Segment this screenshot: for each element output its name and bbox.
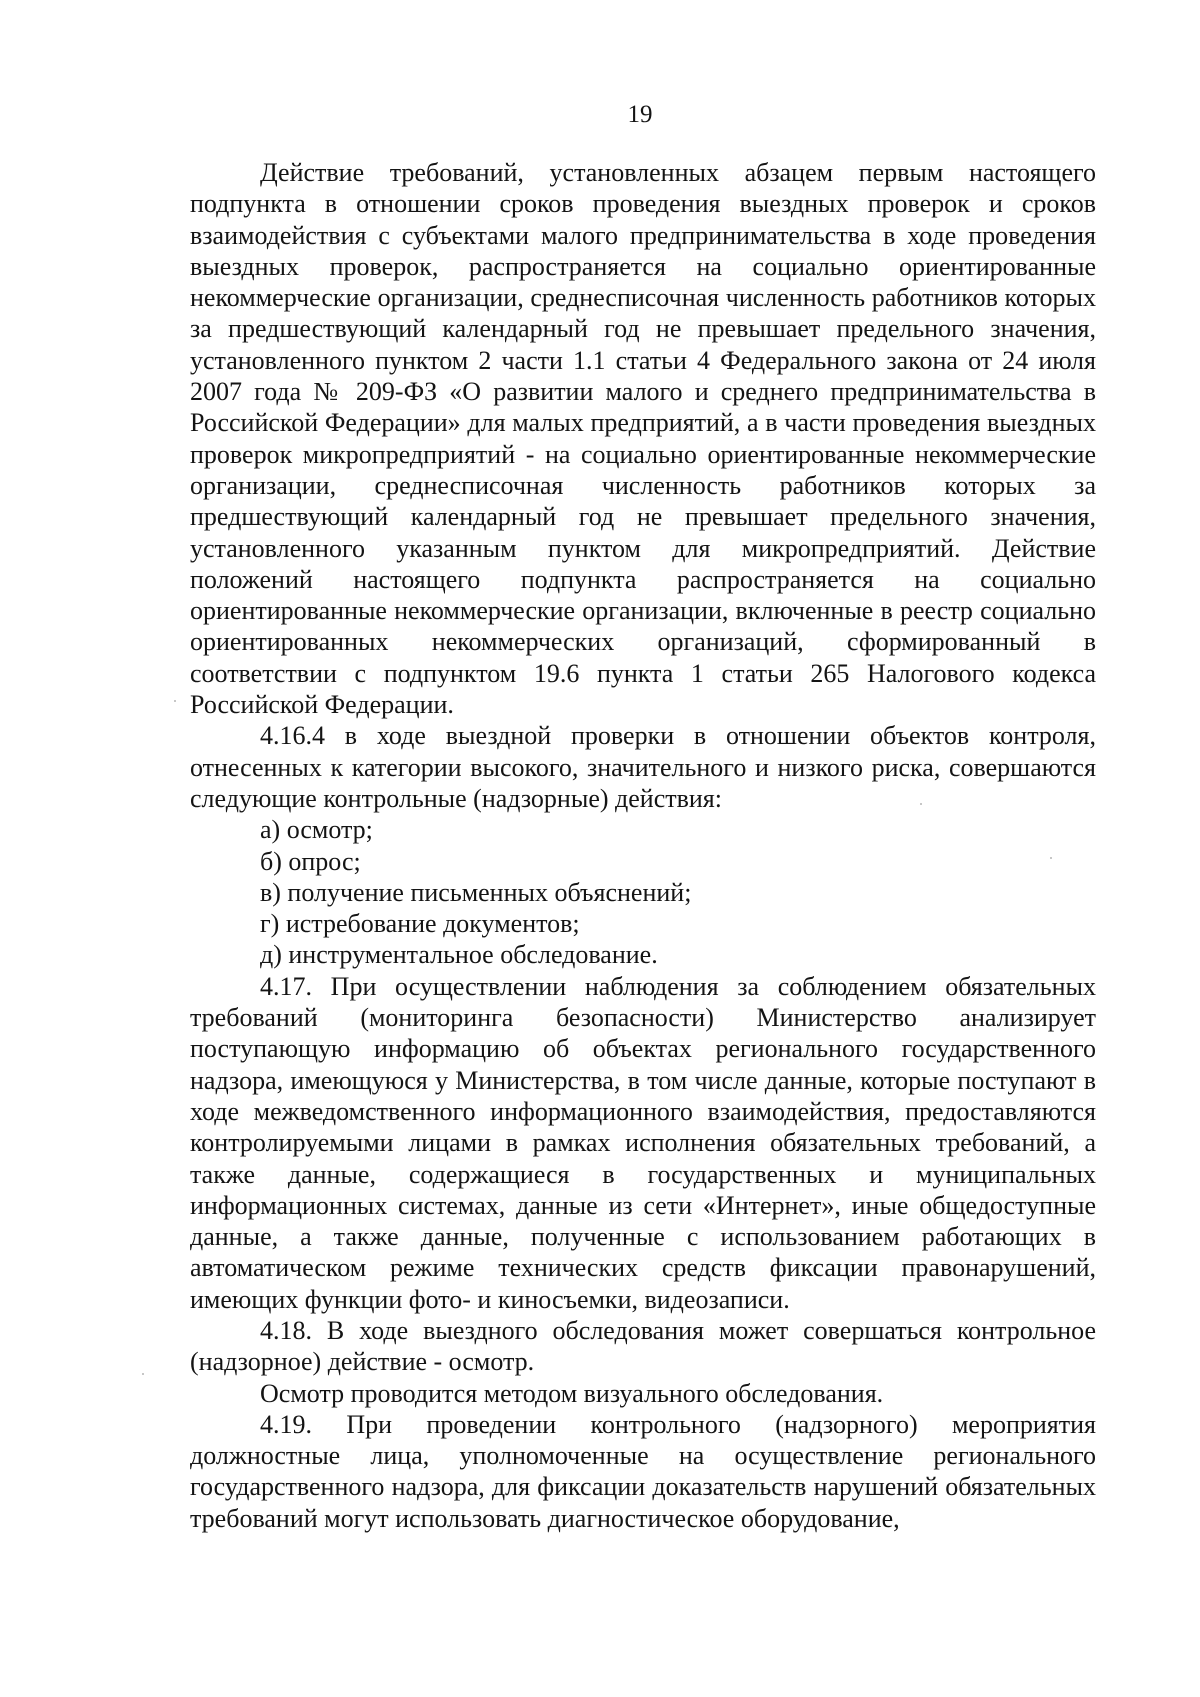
list-item-written-explanations: в) получение письменных объяснений; bbox=[260, 877, 692, 907]
list-item-document-request: г) истребование документов; bbox=[260, 909, 580, 939]
page-number: 19 bbox=[627, 101, 653, 128]
paragraph-4-18: 4.18. В ходе выездного обследования может совершаться контрольное (надзорное) действие - осмотр. bbox=[190, 1315, 1096, 1377]
paragraph-visual-examination: Осмотр проводится методом визуального обследования. bbox=[260, 1378, 884, 1408]
list-item-survey: б) опрос; bbox=[260, 846, 361, 876]
document-body bbox=[190, 157, 1096, 1534]
paragraph-4-17: 4.17. При осуществлении наблюдения за соблюдением обязательных требований (мониторинга безопасности) Министерство анализирует поступающую информацию об объектах регионального государственного надзора, имеющуюся у Министерства, в том числе данные, которые поступают в ходе межведомственного информационного взаимодействия, предоставляются контролируемыми лицами в рамках исполнения обязательных требований, а также данные, содержащиеся в государственных и муниципальных информационных системах, данные из сети «Интернет», иные общедоступные данные, а также данные, полученные с использованием работающих в автоматическом режиме технических средств фиксации правонарушений, имеющих функции фото- и киносъемки, видеозаписи. bbox=[190, 971, 1096, 1314]
paragraph-4-19: 4.19. При проведении контрольного (надзорного) мероприятия должностные лица, уполномоченные на осуществление регионального государственного надзора, для фиксации доказательств нарушений обязательных требований могут использовать диагностическое оборудование, bbox=[190, 1409, 1096, 1533]
paragraph-4-16-4: 4.16.4 в ходе выездной проверки в отношении объектов контроля, отнесенных к категории высокого, значительного и низкого риска, совершаются следующие контрольные (надзорные) действия: bbox=[190, 721, 1096, 813]
paragraph-small-business-requirements: Действие требований, установленных абзацем первым настоящего подпункта в отношении сроков проведения выездных проверок и сроков взаимодействия с субъектами малого предпринимательства в ходе проведения выездных проверок, распространяется на социально ориентированные некоммерческие организации, среднесписочная численность работников которых за предшествующий календарный год не превышает предельного значения, установленного пунктом 2 части 1.1 статьи 4 Федерального закона от 24 июля 2007 года № 209-ФЗ «О развитии малого и среднего предпринимательства в Российской Федерации» для малых предприятий, а в части проведения выездных проверок микропредприятий - на социально ориентированные некоммерческие организации, среднесписочная численность работников которых за предшествующий календарный год не превышает предельного значения, установленного указанным пунктом для микропредприятий. Действие положений настоящего подпункта распространяется на социально ориентированные некоммерческие организации, включенные в реестр социально ориентированных некоммерческих организаций, сформированный в соответствии с подпунктом 19.6 пункта 1 статьи 265 Налогового кодекса Российской Федерации. bbox=[190, 158, 1096, 720]
list-item-inspection: а) осмотр; bbox=[260, 815, 373, 845]
scan-speck bbox=[142, 1373, 144, 1375]
scan-speck bbox=[174, 700, 176, 702]
list-item-instrumental-examination: д) инструментальное обследование. bbox=[260, 940, 658, 970]
scan-speck bbox=[1050, 857, 1052, 859]
scan-speck bbox=[920, 803, 922, 805]
